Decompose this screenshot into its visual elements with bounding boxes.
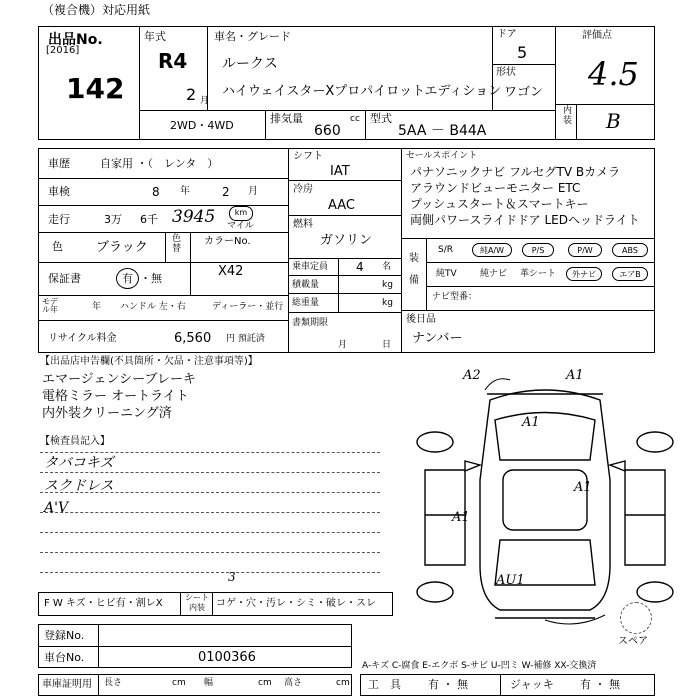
fuel-label: 燃料 bbox=[293, 219, 313, 230]
fw-seat-label: シート内装 bbox=[185, 593, 209, 612]
seller-note-1: エマージェンシーブレーキ bbox=[42, 372, 196, 387]
garage-cert-label: 車庫証明用 bbox=[42, 679, 92, 690]
damage-legend: A-キズ C-腐食 E-エクボ S-サビ U-凹ミ W-補修 XX-交換済 bbox=[362, 661, 597, 671]
warranty-label: 保証書 bbox=[48, 272, 81, 285]
equip-leather: 革シート bbox=[520, 269, 557, 279]
load-label: 積載量 bbox=[292, 280, 320, 290]
capacity-unit: 名 bbox=[382, 262, 392, 272]
seller-note-3: 内外装クリーニング済 bbox=[42, 406, 172, 421]
docs-label: 書類期限 bbox=[292, 318, 329, 328]
sales-point-3: プッシュスタート＆スマートキー bbox=[410, 197, 589, 211]
warranty-yes: 有 bbox=[116, 268, 139, 289]
ac-value: AAC bbox=[328, 198, 355, 213]
mileage-man: 3万 bbox=[104, 213, 122, 226]
score-value: 4.5 bbox=[588, 55, 639, 93]
jack-value: 有 ・ 無 bbox=[580, 678, 620, 691]
history-options: 自家用 ・（ レンタ ） bbox=[100, 157, 219, 170]
doors-value: 5 bbox=[517, 43, 528, 62]
model-grade: ハイウェイスターXプロパイロットエディション bbox=[222, 84, 502, 99]
equip-navi: 純ナビ bbox=[480, 269, 508, 279]
sales-point-4: 両側パワースライドドア LEDヘッドライト bbox=[410, 213, 640, 227]
form-top-note: （複合機）対応用紙 bbox=[42, 3, 151, 17]
mileage-hand: 3945 bbox=[172, 207, 216, 227]
sales-point-1: パナソニックナビ フルセグTV Bカメラ bbox=[410, 165, 621, 179]
seller-note-2: 電格ミラー オートライト bbox=[42, 389, 189, 404]
tools-value: 有 ・ 無 bbox=[428, 678, 468, 691]
jack-label: ジャッキ bbox=[510, 678, 554, 691]
mark-a2-front: A2 bbox=[463, 368, 481, 383]
mark-a1-right: A1 bbox=[574, 480, 592, 495]
inspection-month: 2 bbox=[222, 185, 230, 199]
tools-label: 工 具 bbox=[368, 678, 401, 691]
equip-power-steering: P/S bbox=[522, 243, 554, 257]
mileage-label: 走行 bbox=[48, 213, 70, 226]
equip-alloy-wheel: 純A/W bbox=[472, 243, 512, 257]
rear-parts-value: ナンバー bbox=[412, 331, 463, 346]
recycle-label: リサイクル料金 bbox=[48, 333, 117, 344]
engine-value: 660 bbox=[314, 123, 341, 139]
model-year-year: 年 bbox=[92, 302, 102, 312]
ac-label: 冷房 bbox=[293, 184, 313, 195]
color-code: X42 bbox=[218, 264, 244, 279]
mark-au1: AU1 bbox=[496, 573, 525, 588]
history-label: 車歴 bbox=[48, 157, 70, 170]
color-code-label: カラーNo. bbox=[204, 236, 251, 247]
lot-year-tag: [2016] bbox=[46, 45, 80, 56]
fw-hand-mark: 3 bbox=[228, 570, 236, 584]
sales-point-2: アラウンドビューモニター ETC bbox=[410, 181, 581, 195]
score-label: 評価点 bbox=[582, 30, 612, 41]
color-label: 色 bbox=[52, 240, 63, 253]
recycle-value: 6,560 bbox=[174, 331, 212, 346]
model-name: ルークス bbox=[222, 56, 278, 72]
model-year-dealer: ディーラー・並行 bbox=[212, 302, 284, 312]
cert-length: 長さ bbox=[104, 678, 123, 688]
cert-length-unit: cm bbox=[172, 678, 186, 688]
model-code: 5AA － B44A bbox=[398, 123, 487, 139]
shift-label: シフト bbox=[293, 151, 323, 162]
fuel-value: ガソリン bbox=[320, 233, 373, 248]
capacity-value: 4 bbox=[356, 260, 364, 274]
equip-sr: S/R bbox=[438, 245, 453, 255]
cert-width: 幅 bbox=[204, 678, 214, 688]
mark-a1-hood: A1 bbox=[522, 415, 540, 430]
lot-label: 出品No. bbox=[48, 32, 103, 48]
rear-parts-label: 後日品 bbox=[406, 314, 436, 325]
equip-tv: 純TV bbox=[436, 269, 457, 279]
docs-month: 月 bbox=[338, 340, 348, 350]
mileage-sen: 6千 bbox=[140, 213, 158, 226]
model-year-handle: ハンドル 左・右 bbox=[120, 302, 186, 312]
fw-text: F W キズ・ヒビ有・割レX bbox=[44, 598, 163, 609]
lot-number: 142 bbox=[66, 72, 125, 105]
spare-label: スペア bbox=[618, 636, 648, 647]
gross-label: 総重量 bbox=[292, 298, 320, 308]
equip-power-window: P/W bbox=[568, 243, 602, 257]
shift-value: IAT bbox=[330, 164, 350, 179]
mileage-unit-km: km bbox=[229, 206, 253, 221]
doors-label: ドア bbox=[497, 29, 517, 40]
load-unit: kg bbox=[382, 280, 393, 290]
reg-month: 2 bbox=[186, 85, 197, 104]
inspection-year: 8 bbox=[152, 185, 160, 199]
inspector-note-3: A'V bbox=[44, 500, 69, 516]
equip-navi-model: ナビ型番： bbox=[432, 292, 478, 302]
fw-seat-text: コゲ・穴・汚レ・シミ・破レ・スレ bbox=[216, 598, 376, 609]
interior-value: B bbox=[606, 109, 621, 133]
mark-a1-left: A1 bbox=[452, 510, 470, 525]
year-label: 年式 bbox=[144, 30, 166, 43]
shape-label: 形状 bbox=[496, 67, 516, 78]
chassis-label: 車台No. bbox=[44, 651, 85, 664]
mark-a1-top: A1 bbox=[566, 368, 584, 383]
model-code-label: 型式 bbox=[370, 112, 392, 125]
car-damage-diagram bbox=[395, 360, 695, 640]
cert-width-unit: cm bbox=[258, 678, 272, 688]
docs-day: 日 bbox=[382, 340, 392, 350]
reg-era: R4 bbox=[158, 49, 188, 73]
shape-value: ワゴン bbox=[504, 85, 544, 100]
cert-height-unit: cm bbox=[336, 678, 350, 688]
sales-points-label: セールスポイント bbox=[406, 151, 478, 161]
engine-label: 排気量 bbox=[270, 112, 303, 125]
inspection-month-unit: 月 bbox=[248, 186, 258, 197]
seller-notes-label: 【出品店申告欄(不具箇所・欠品・注意事項等)】 bbox=[40, 356, 258, 367]
inspection-label: 車検 bbox=[48, 185, 70, 198]
equipment-label: 装備 bbox=[409, 253, 419, 286]
reg-month-unit: 月 bbox=[200, 96, 210, 106]
registration-label: 登録No. bbox=[44, 629, 85, 642]
gross-unit: kg bbox=[382, 298, 393, 308]
inspection-year-unit: 年 bbox=[180, 186, 190, 197]
equip-abs: ABS bbox=[612, 243, 648, 257]
inspector-label: 【検査員記入】 bbox=[40, 436, 110, 447]
color-value: ブラック bbox=[96, 240, 148, 255]
inspector-note-2: スクドレス bbox=[44, 478, 114, 494]
capacity-label: 乗車定員 bbox=[292, 262, 329, 272]
mileage-unit-mile: マイル bbox=[227, 221, 254, 231]
color-change-label: 色替 bbox=[172, 234, 182, 254]
interior-label: 内装 bbox=[563, 106, 573, 126]
spare-wheel-icon bbox=[620, 602, 652, 634]
engine-unit: cc bbox=[350, 114, 360, 124]
model-year-label: モデル年 bbox=[42, 297, 58, 314]
model-label: 車名・グレード bbox=[214, 30, 291, 43]
equip-ext-navi: 外ナビ bbox=[566, 267, 602, 281]
warranty-no: ・無 bbox=[140, 272, 162, 285]
chassis-value: 0100366 bbox=[198, 650, 256, 665]
equip-airbag: エアB bbox=[612, 267, 648, 281]
inspector-note-1: タバコキズ bbox=[44, 455, 114, 471]
drive-label: 2WD・4WD bbox=[170, 119, 234, 132]
recycle-unit: 円 預託済 bbox=[226, 334, 265, 344]
cert-height: 高さ bbox=[284, 678, 303, 688]
